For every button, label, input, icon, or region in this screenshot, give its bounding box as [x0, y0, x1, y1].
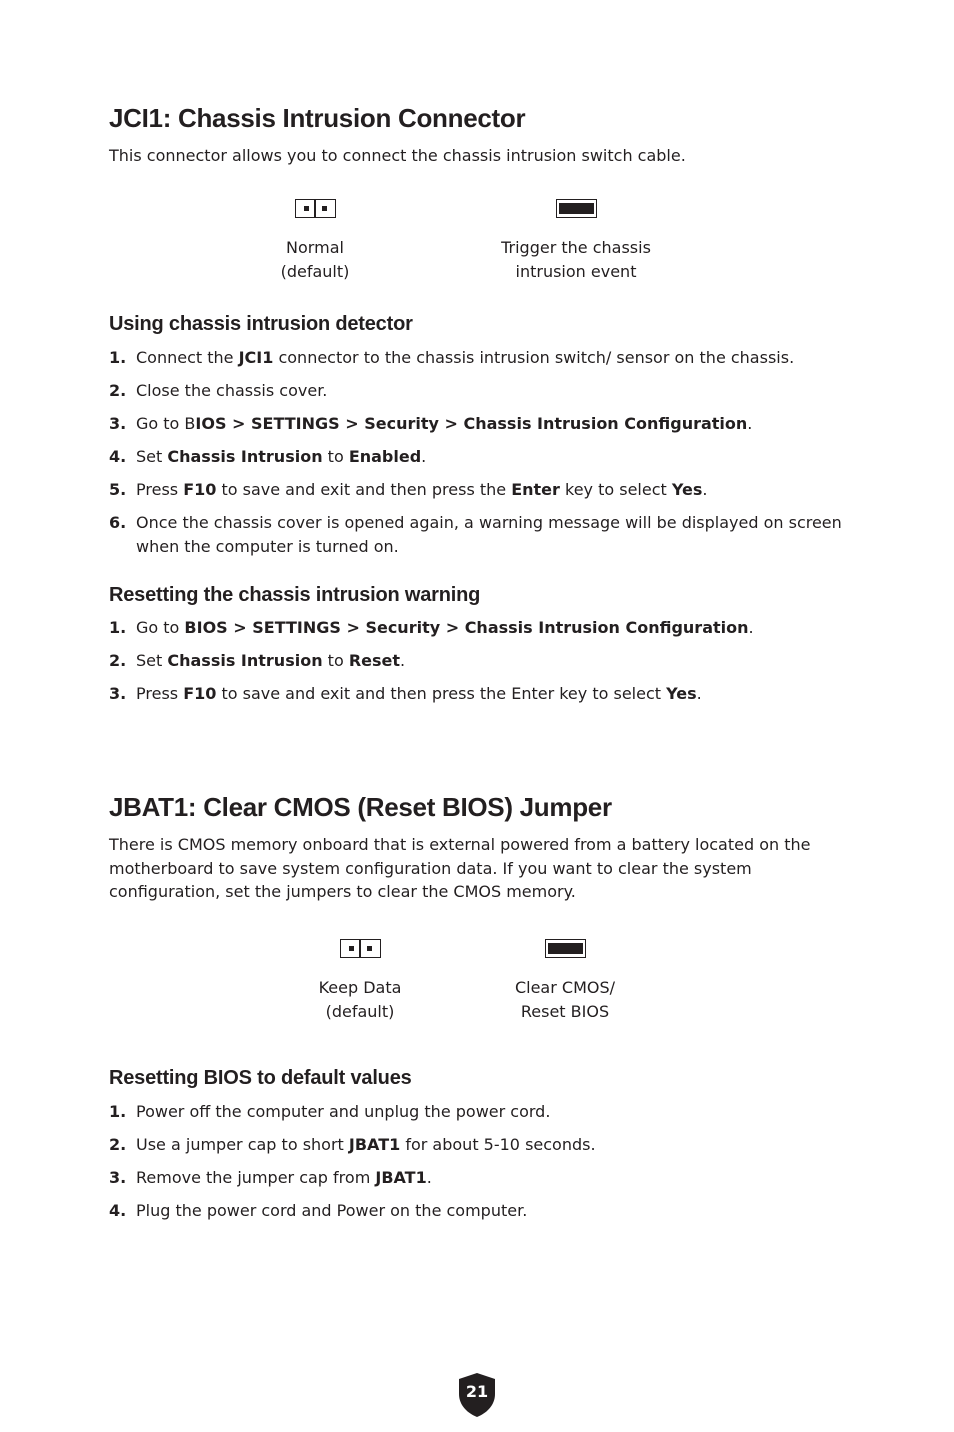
- step-number: 2.: [109, 1135, 127, 1154]
- step-emphasis: Enabled: [348, 447, 422, 466]
- step-text: .: [702, 480, 708, 499]
- step-text: for about 5-10 seconds.: [400, 1135, 596, 1154]
- list-item: [109, 511, 849, 558]
- step-emphasis: Yes: [671, 480, 703, 499]
- list-item: [109, 412, 849, 436]
- jci1-jumper-trigger: [476, 199, 676, 283]
- reset-bios-steps: [109, 1100, 849, 1232]
- step-text: Go to: [136, 618, 185, 637]
- step-number: 4.: [109, 447, 127, 466]
- step-text: .: [747, 414, 753, 433]
- step-text: Power off the computer and unplug the power cord.: [136, 1102, 551, 1121]
- reset-bios-heading: Resetting BIOS to default values: [109, 1067, 412, 1089]
- list-item: [109, 346, 849, 370]
- open-jumper-icon: [295, 199, 336, 218]
- jumper-caption-line1: Trigger the chassis: [501, 238, 651, 257]
- using-detector-steps: [109, 346, 849, 568]
- step-number: 3.: [109, 684, 127, 703]
- step-number: 1.: [109, 618, 127, 637]
- step-text: .: [696, 684, 702, 703]
- jumper-caption-line2: Reset BIOS: [520, 1001, 610, 1021]
- list-item: [109, 1199, 849, 1223]
- step-text: Set: [136, 447, 168, 466]
- reset-warning-steps: [109, 616, 849, 715]
- list-item: [109, 649, 849, 673]
- step-text: Remove the jumper cap from: [136, 1168, 376, 1187]
- step-text: Press: [136, 684, 184, 703]
- step-text: .: [400, 651, 406, 670]
- step-text: Go to B: [136, 414, 196, 433]
- list-item: [109, 1100, 849, 1124]
- step-text: .: [421, 447, 427, 466]
- step-emphasis: Enter: [511, 480, 560, 499]
- step-emphasis: F10: [183, 684, 217, 703]
- step-number: 1.: [109, 348, 127, 367]
- step-number: 1.: [109, 1102, 127, 1121]
- step-emphasis: Yes: [666, 684, 697, 703]
- step-text: Press: [136, 480, 184, 499]
- step-number: 3.: [109, 1168, 127, 1187]
- step-emphasis: IOS > SETTINGS > Security > Chassis Intrusion Configuration: [195, 414, 748, 433]
- step-number: 2.: [109, 381, 127, 400]
- step-text: to save and exit and then press the: [216, 480, 512, 499]
- step-text: to save and exit and then press the Enter key to select: [216, 684, 667, 703]
- step-text: to: [322, 651, 349, 670]
- closed-jumper-icon: [545, 939, 586, 958]
- jumper-caption-line2: (default): [280, 261, 350, 281]
- jbat1-jumper-clear: [465, 939, 665, 1023]
- step-text: Use a jumper cap to short: [136, 1135, 349, 1154]
- jumper-caption-line1: Normal: [286, 238, 344, 257]
- step-emphasis: Reset: [348, 651, 401, 670]
- step-text: Close the chassis cover.: [136, 381, 328, 400]
- step-text: .: [426, 1168, 432, 1187]
- step-number: 4.: [109, 1201, 127, 1220]
- step-emphasis: Chassis Intrusion: [167, 651, 323, 670]
- step-text: Plug the power cord and Power on the computer.: [136, 1201, 528, 1220]
- step-emphasis: F10: [183, 480, 217, 499]
- page-number: 21: [465, 1382, 489, 1401]
- reset-warning-heading: Resetting the chassis intrusion warning: [109, 584, 481, 606]
- step-emphasis: JBAT1: [348, 1135, 401, 1154]
- closed-jumper-icon: [556, 199, 597, 218]
- list-item: [109, 445, 849, 469]
- step-text: Once the chassis cover is opened again, a warning message will be displayed on screen when the computer is turned on.: [136, 513, 842, 556]
- step-emphasis: Chassis Intrusion: [167, 447, 323, 466]
- jumper-caption-line2: (default): [325, 1001, 395, 1021]
- list-item: [109, 1166, 849, 1190]
- using-detector-heading: Using chassis intrusion detector: [109, 313, 413, 335]
- list-item: [109, 616, 849, 640]
- step-text: connector to the chassis intrusion switch/ sensor on the chassis.: [273, 348, 795, 367]
- step-number: 3.: [109, 414, 127, 433]
- jbat1-description: There is CMOS memory onboard that is external powered from a battery located on the motherboard to save system configuration data. If you want to clear the system configuration, set the jumpers to clear the CMOS memory.: [109, 835, 811, 901]
- step-number: 2.: [109, 651, 127, 670]
- jumper-caption-line1: Keep Data: [318, 978, 402, 997]
- jbat1-jumper-keep: [260, 939, 460, 1023]
- step-text: key to select: [559, 480, 672, 499]
- step-emphasis: JBAT1: [375, 1168, 427, 1187]
- list-item: [109, 682, 849, 706]
- list-item: [109, 478, 849, 502]
- step-text: to: [322, 447, 349, 466]
- jci1-jumper-normal: [215, 199, 415, 283]
- jumper-caption-line2: intrusion event: [515, 261, 637, 281]
- step-text: Connect the: [136, 348, 239, 367]
- jci1-description: This connector allows you to connect the chassis intrusion switch cable.: [109, 146, 686, 165]
- step-number: 6.: [109, 513, 127, 532]
- jci1-title: JCI1: Chassis Intrusion Connector: [109, 103, 526, 133]
- jumper-caption-line1: Clear CMOS/: [514, 978, 616, 997]
- open-jumper-icon: [340, 939, 381, 958]
- step-emphasis: JCI1: [238, 348, 274, 367]
- step-text: Set: [136, 651, 168, 670]
- list-item: [109, 1133, 849, 1157]
- step-emphasis: BIOS > SETTINGS > Security > Chassis Intrusion Configuration: [184, 618, 749, 637]
- jbat1-title: JBAT1: Clear CMOS (Reset BIOS) Jumper: [109, 792, 612, 822]
- step-text: .: [748, 618, 754, 637]
- page-number-badge: [457, 1372, 497, 1418]
- step-number: 5.: [109, 480, 127, 499]
- list-item: [109, 379, 849, 403]
